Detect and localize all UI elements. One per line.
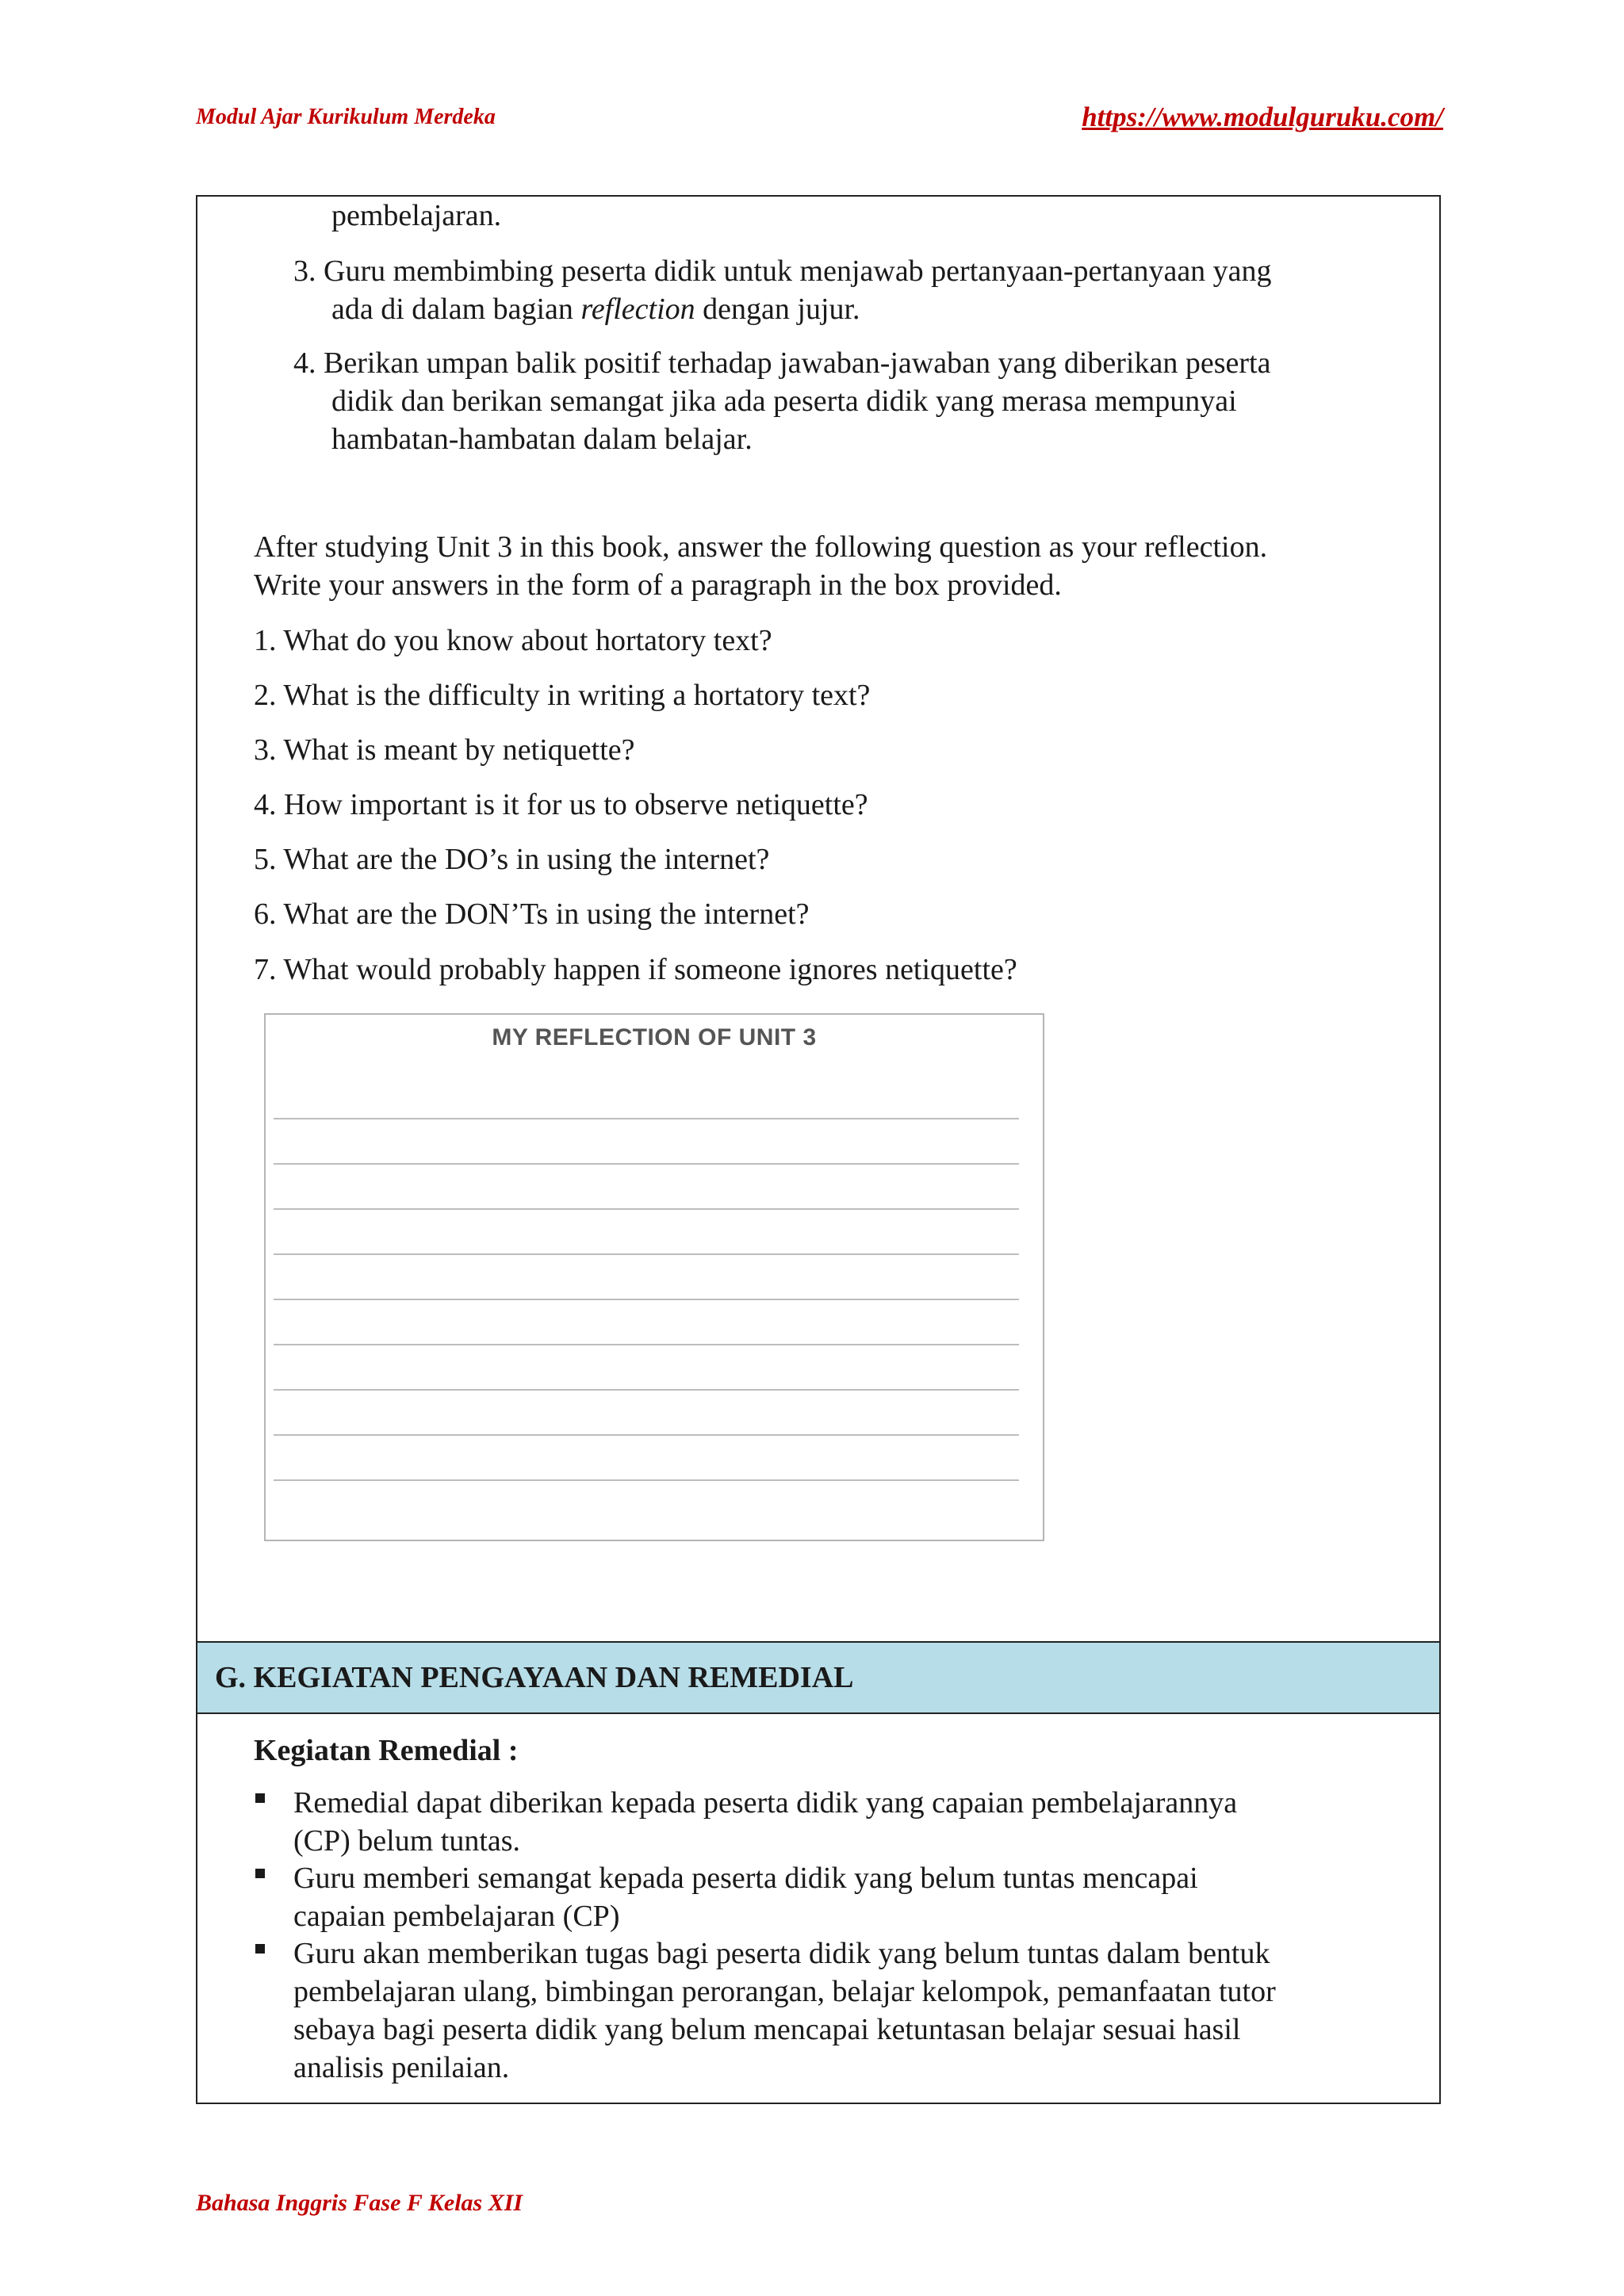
header-website-link[interactable]: https://www.modulguruku.com/ (1082, 101, 1443, 132)
footer-subject: Bahasa Inggris Fase F Kelas XII (196, 2190, 523, 2216)
question-3: 3. What is meant by netiquette? (254, 733, 635, 767)
writing-line (274, 1163, 1019, 1165)
intro-line-1: After studying Unit 3 in this book, answer the following question as your reflection. (254, 530, 1268, 564)
remedial-item-2-line-2: capaian pembelajaran (CP) (293, 1900, 620, 1933)
remedial-item-3-line-4: analisis penilaian. (293, 2051, 510, 2084)
reflection-box-title: MY REFLECTION OF UNIT 3 (492, 1024, 817, 1050)
question-6: 6. What are the DON’Ts in using the internet? (254, 897, 810, 931)
remedial-item-3-line-1: Guru akan memberikan tugas bagi peserta didik yang belum tuntas dalam bentuk (293, 1937, 1270, 1970)
remedial-item-1-line-2: (CP) belum tuntas. (293, 1824, 521, 1858)
bullet-square-icon (255, 1793, 265, 1803)
writing-line (274, 1299, 1019, 1300)
question-2: 2. What is the difficulty in writing a hortatory text? (254, 679, 871, 712)
remedial-item-2-line-1: Guru memberi semangat kepada peserta didik yang belum tuntas mencapai (293, 1862, 1198, 1895)
remedial-item-3-line-2: pembelajaran ulang, bimbingan perorangan, belajar kelompok, pemanfaatan tutor (293, 1975, 1276, 2008)
step-4-num: 4. (293, 346, 316, 380)
writing-line (274, 1208, 1019, 1210)
writing-line (274, 1389, 1019, 1391)
question-1: 1. What do you know about hortatory text? (254, 624, 772, 657)
header-module-title: Modul Ajar Kurikulum Merdeka (196, 105, 496, 129)
section-g-title: G. KEGIATAN PENGAYAAN DAN REMEDIAL (215, 1661, 854, 1694)
remedial-item-1-line-1: Remedial dapat diberikan kepada peserta didik yang capaian pembelajarannya (293, 1786, 1238, 1820)
section-g-header (197, 1641, 1439, 1714)
step-3-line2-italic: reflection (580, 293, 695, 326)
step-3-line1: Guru membimbing peserta didik untuk menjawab pertanyaan-pertanyaan yang (324, 254, 1272, 288)
step-4 (293, 344, 1270, 382)
bullet-square-icon (255, 1944, 265, 1954)
step-4-line1: Berikan umpan balik positif terhadap jawaban-jawaban yang diberikan peserta (324, 346, 1271, 380)
step-3-line2 (331, 290, 860, 328)
writing-line (274, 1479, 1019, 1481)
writing-line (274, 1118, 1019, 1119)
step-3-num: 3. (293, 254, 316, 288)
continuation-text: pembelajaran. (331, 199, 502, 232)
remedial-subtitle: Kegiatan Remedial : (254, 1734, 519, 1767)
step-3-line2-post: dengan jujur. (695, 293, 860, 326)
question-4: 4. How important is it for us to observe netiquette? (254, 788, 868, 821)
step-3-line2-pre: ada di dalam bagian (331, 293, 581, 326)
reflection-box[interactable] (264, 1013, 1044, 1541)
step-4-line2: didik dan berikan semangat jika ada peserta didik yang merasa mempunyai (331, 385, 1237, 418)
remedial-item-3-line-3: sebaya bagi peserta didik yang belum mencapai ketuntasan belajar sesuai hasil (293, 2013, 1241, 2046)
writing-line (274, 1344, 1019, 1345)
step-4-line3: hambatan-hambatan dalam belajar. (331, 423, 753, 456)
question-7: 7. What would probably happen if someone ignores netiquette? (254, 953, 1017, 986)
step-3 (293, 252, 1272, 290)
question-5: 5. What are the DO’s in using the internet? (254, 843, 770, 876)
bullet-square-icon (255, 1869, 265, 1878)
writing-line (274, 1434, 1019, 1436)
intro-line-2: Write your answers in the form of a paragraph in the box provided. (254, 568, 1062, 602)
writing-line (274, 1253, 1019, 1255)
